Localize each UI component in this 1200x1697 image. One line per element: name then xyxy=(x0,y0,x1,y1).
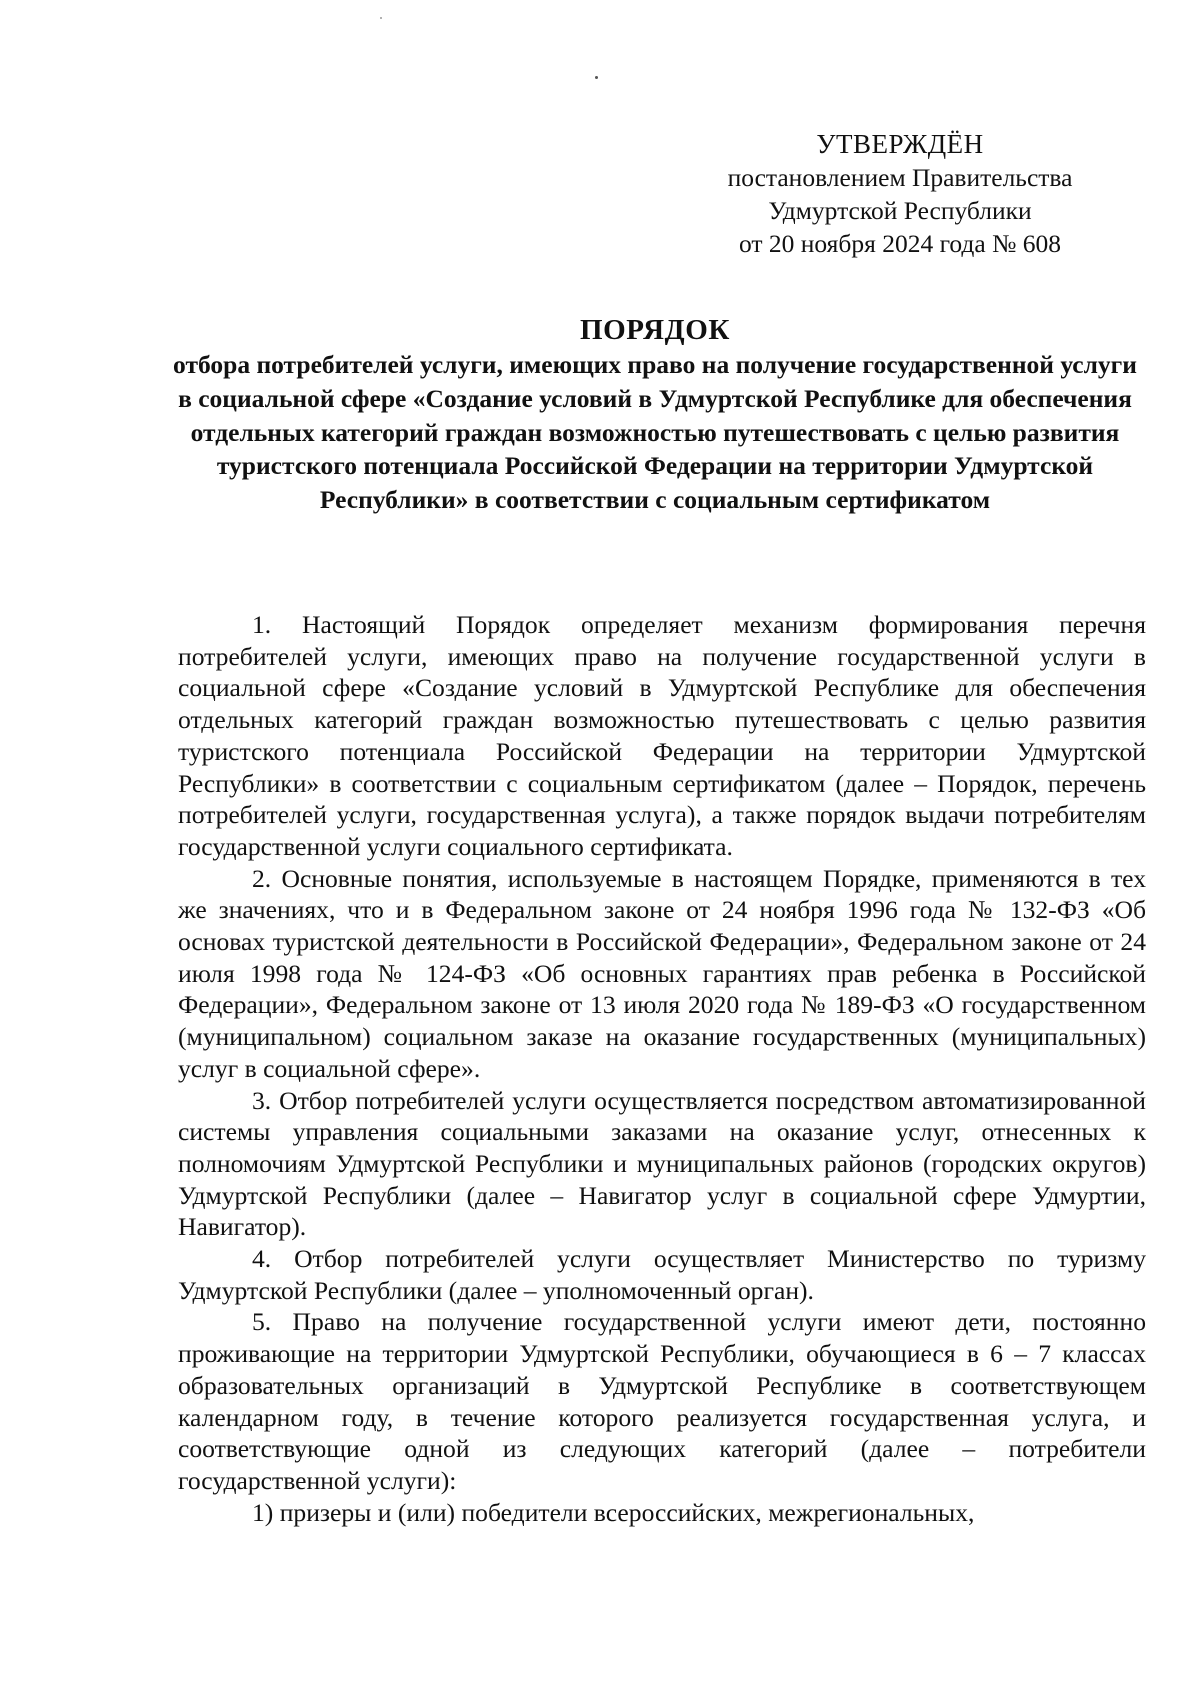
approval-date-line: от 20 ноября 2024 года № 608 xyxy=(738,229,1062,258)
document-body xyxy=(178,609,1146,1528)
document-title-block xyxy=(170,312,1140,517)
list-item-1: 1) призеры и (или) победители всероссийских, межрегиональных, xyxy=(252,1497,975,1527)
scan-speck xyxy=(595,76,598,79)
scan-speck xyxy=(380,17,382,19)
approval-heading: УТВЕРЖДЁН xyxy=(816,129,984,159)
approval-line: Удмуртской Республики xyxy=(768,196,1032,225)
document-subtitle: отбора потребителей услуги, имеющих право на получение государственной услуги в социальной сфере «Создание условий в Удмуртской Республике для обеспечения отдельных категорий граждан возможностью путешествовать с целью развития туристского потенциала Российской Федерации на территории Удмуртской Республики» в соответствии с социальным сертификатом xyxy=(173,350,1137,515)
paragraph-2: 2. Основные понятия, используемые в настоящем Порядке, применяются в тех же значениях, что и в Федеральном законе от 24 ноября 1996 года № 132-ФЗ «Об основах туристской деятельности в Российской Федерации», Федеральном законе от 24 июля 1998 года № 124-ФЗ «Об основных гарантиях прав ребенка в Российской Федерации», Федеральном законе от 13 июля 2020 года № 189-ФЗ «О государственном (муниципальном) социальном заказе на оказание государственных (муниципальных) услуг в социальной сфере». xyxy=(178,863,1146,1083)
approval-stamp-block xyxy=(680,128,1120,260)
document-title: ПОРЯДОК xyxy=(579,314,731,346)
approval-line: постановлением Правительства xyxy=(727,163,1073,192)
paragraph-3: 3. Отбор потребителей услуги осуществляется посредством автоматизированной системы управления социальными заказами на оказание услуг, отнесенных к полномочиям Удмуртской Республики и муниципальных районов (городских округов) Удмуртской Республики (далее – Навигатор услуг в социальной сфере Удмуртии, Навигатор). xyxy=(178,1085,1146,1242)
paragraph-1: 1. Настоящий Порядок определяет механизм формирования перечня потребителей услуги, имеющих право на получение государственной услуги в социальной сфере «Создание условий в Удмуртской Республике для обеспечения отдельных категорий граждан возможностью путешествовать с целью развития туристского потенциала Российской Федерации на территории Удмуртской Республики» в соответствии с социальным сертификатом (далее – Порядок, перечень потребителей услуги, государственная услуга), а также порядок выдачи потребителям государственной услуги социального сертификата. xyxy=(178,610,1146,861)
paragraph-4: 4. Отбор потребителей услуги осуществляет Министерство по туризму Удмуртской Республики (далее – уполномоченный орган). xyxy=(178,1244,1146,1305)
paragraph-5: 5. Право на получение государственной услуги имеют дети, постоянно проживающие на территории Удмуртской Республики, обучающиеся в 6 – 7 классах образовательных организаций в Удмуртской Республике в соответствующем календарном году, в течение которого реализуется государственная услуга, и соответствующие одной из следующих категорий (далее – потребители государственной услуги): xyxy=(178,1307,1146,1495)
